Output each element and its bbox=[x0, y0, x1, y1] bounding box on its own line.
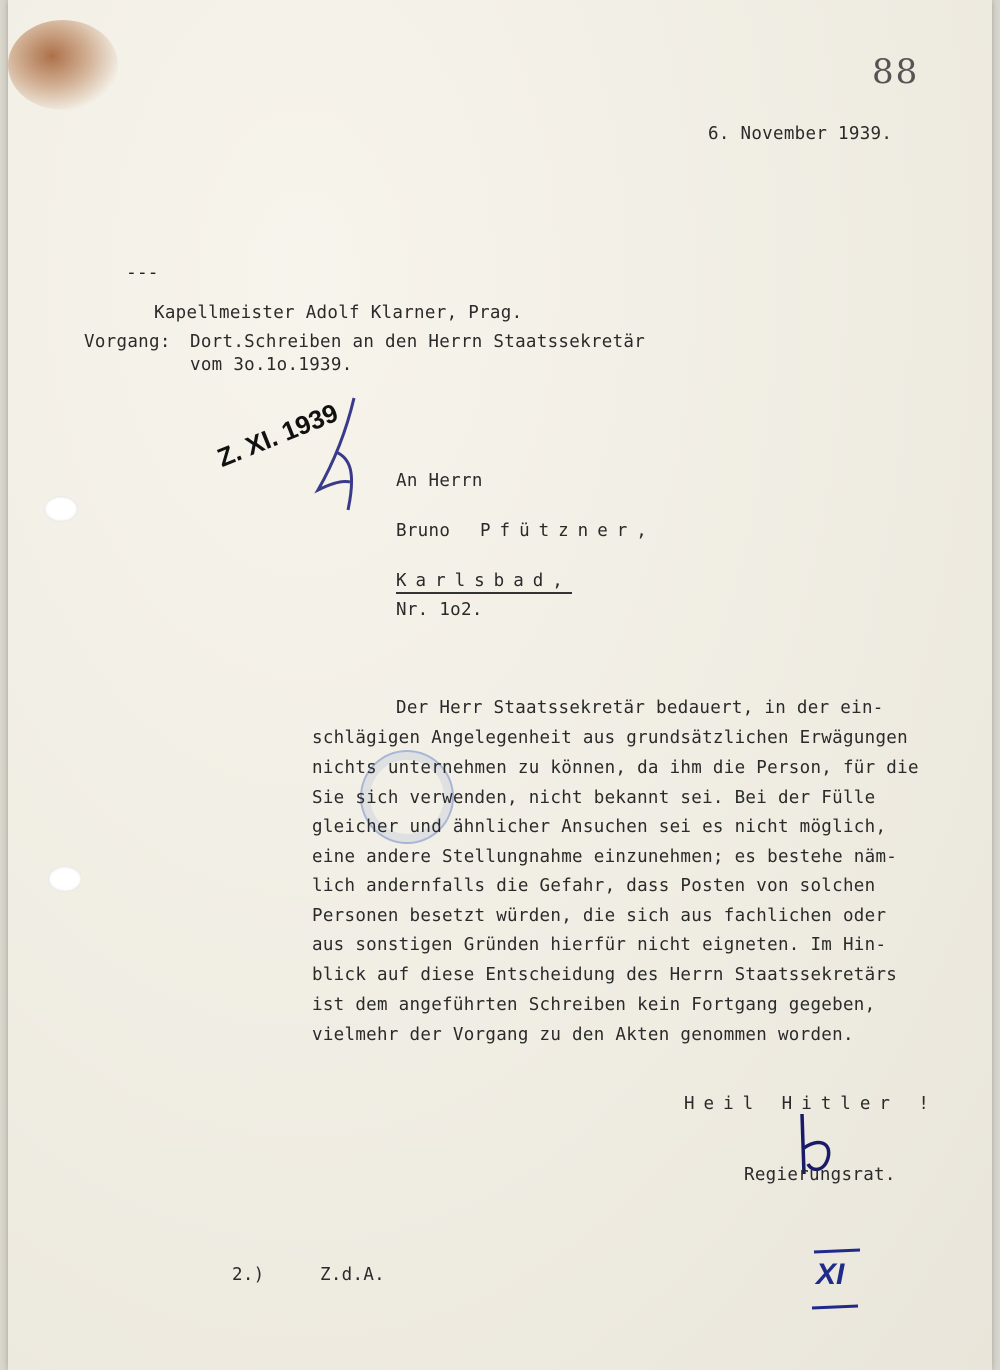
recipient-first-name: Bruno bbox=[396, 521, 451, 541]
received-date-stamp: Z. XI. 1939 bbox=[213, 397, 343, 473]
body-line: ist dem angeführten Schreiben kein Fortgang gegeben, bbox=[312, 995, 876, 1015]
body-line: nichts unternehmen zu können, da ihm die Person, für die bbox=[312, 758, 919, 778]
body-line: Der Herr Staatssekretär bedauert, in der ein- bbox=[396, 698, 884, 718]
signatory-title: Regierungsrat. bbox=[744, 1165, 896, 1185]
page-number: 88 bbox=[872, 52, 920, 92]
recipient-salutation: An Herrn bbox=[396, 471, 483, 491]
letter-date: 6. November 1939. bbox=[708, 124, 893, 144]
reference-date: vom 3o.1o.1939. bbox=[190, 355, 353, 375]
dash-mark: --- bbox=[126, 262, 159, 283]
footer-instruction: Z.d.A. bbox=[320, 1265, 386, 1285]
recipient-number: Nr. 1o2. bbox=[396, 600, 483, 620]
initials-signature bbox=[306, 392, 376, 517]
body-line: vielmehr der Vorgang zu den Akten genommen worden. bbox=[312, 1025, 854, 1045]
rust-stain bbox=[8, 20, 118, 110]
handwritten-roman-numeral: XI bbox=[816, 1258, 845, 1291]
body-line: eine andere Stellungnahme einzunehmen; es bestehe näm- bbox=[312, 847, 898, 867]
recipient-city: Karlsbad, bbox=[396, 571, 572, 594]
body-line: aus sonstigen Gründen hierfür nicht eigneten. Im Hin- bbox=[312, 935, 887, 955]
reference-line: Dort.Schreiben an den Herrn Staatssekretär bbox=[190, 332, 646, 352]
recipient-last-name: Pfützner, bbox=[480, 521, 656, 541]
footer-item-number: 2.) bbox=[232, 1265, 265, 1285]
body-line: gleicher und ähnlicher Ansuchen sei es nicht möglich, bbox=[312, 817, 887, 837]
subject-label: Vorgang: bbox=[84, 332, 171, 352]
punch-hole-bottom bbox=[48, 866, 82, 892]
handwritten-mark-lines bbox=[808, 1246, 868, 1316]
body-line: blick auf diese Entscheidung des Herrn Staatssekretärs bbox=[312, 965, 898, 985]
body-line: Sie sich verwenden, nicht bekannt sei. Bei der Fülle bbox=[312, 788, 876, 808]
body-line: lich andernfalls die Gefahr, dass Posten von solchen bbox=[312, 876, 876, 896]
closing-greeting: Heil Hitler ! bbox=[684, 1094, 938, 1114]
document-page bbox=[8, 0, 992, 1370]
punch-hole-top bbox=[44, 496, 78, 522]
body-line: schlägigen Angelegenheit aus grundsätzlichen Erwägungen bbox=[312, 728, 908, 748]
subject-line: Kapellmeister Adolf Klarner, Prag. bbox=[154, 303, 523, 323]
body-line: Personen besetzt würden, die sich aus fachlichen oder bbox=[312, 906, 887, 926]
